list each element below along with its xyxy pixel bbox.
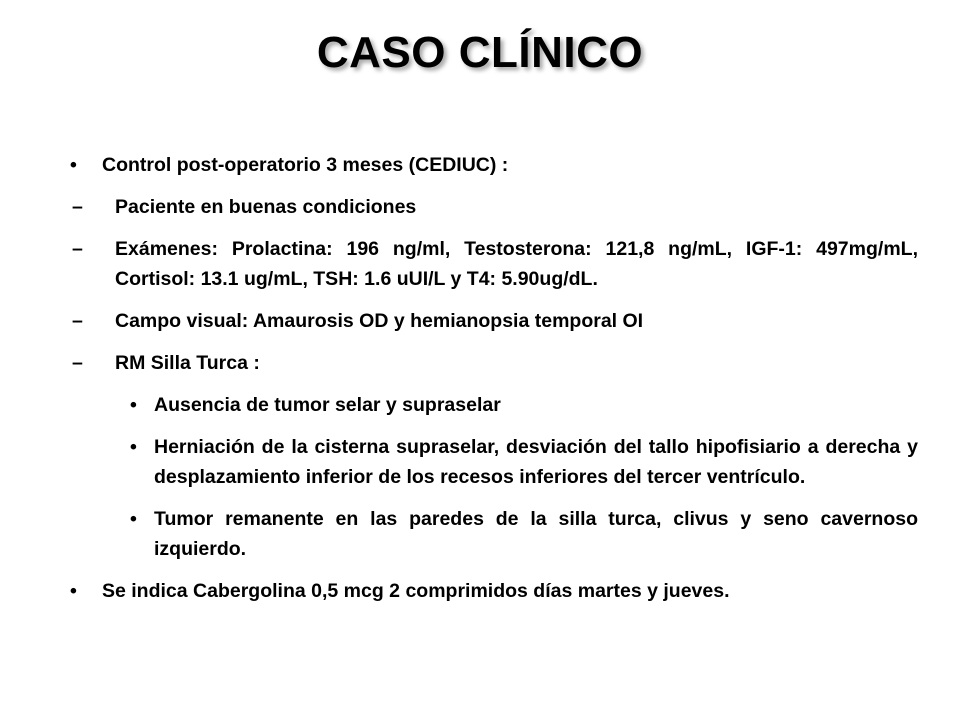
bullet-cabergolina	[70, 576, 918, 606]
dash-marker: –	[72, 238, 83, 260]
dash-marker: –	[72, 352, 83, 374]
dash-marker: –	[72, 196, 83, 218]
bullet-marker: •	[130, 436, 137, 458]
subitem-rm	[70, 348, 918, 378]
dash-marker: –	[72, 310, 83, 332]
subitem-examenes	[70, 234, 918, 294]
subitem-campo-visual	[70, 306, 918, 336]
bullet-marker: •	[130, 508, 137, 530]
slide-title: CASO CLÍNICO	[316, 28, 644, 77]
subsubitem-ausencia	[70, 390, 918, 420]
subitem-text: RM Silla Turca :	[115, 352, 260, 374]
slide-content	[70, 150, 918, 618]
bullet-text: Se indica Cabergolina 0,5 mcg 2 comprimidos días martes y jueves.	[102, 580, 730, 602]
bullet-marker: •	[70, 154, 77, 176]
bullet-marker: •	[70, 580, 77, 602]
subsubitem-text: Ausencia de tumor selar y supraselar	[154, 394, 501, 416]
subitem-paciente	[70, 192, 918, 222]
subitem-text: Exámenes: Prolactina: 196 ng/ml, Testosterona: 121,8 ng/mL, IGF-1: 497mg/mL, Cortisol: 13.1 ug/mL, TSH: 1.6 uUI/L y T4: 5.90ug/dL.	[115, 238, 918, 290]
subsubitem-herniacion	[70, 432, 918, 492]
bullet-text: Control post-operatorio 3 meses (CEDIUC) :	[102, 154, 509, 176]
subitem-text: Campo visual: Amaurosis OD y hemianopsia temporal OI	[115, 310, 644, 332]
subsubitem-text: Tumor remanente en las paredes de la silla turca, clivus y seno cavernoso izquierdo.	[154, 508, 918, 560]
bullet-control	[70, 150, 918, 180]
subsubitem-text: Herniación de la cisterna supraselar, desviación del tallo hipofisiario a derecha y desplazamiento inferior de los recesos inferiores del tercer ventrículo.	[154, 436, 918, 488]
bullet-marker: •	[130, 394, 137, 416]
subitem-text: Paciente en buenas condiciones	[115, 196, 417, 218]
subsubitem-tumor	[70, 504, 918, 564]
